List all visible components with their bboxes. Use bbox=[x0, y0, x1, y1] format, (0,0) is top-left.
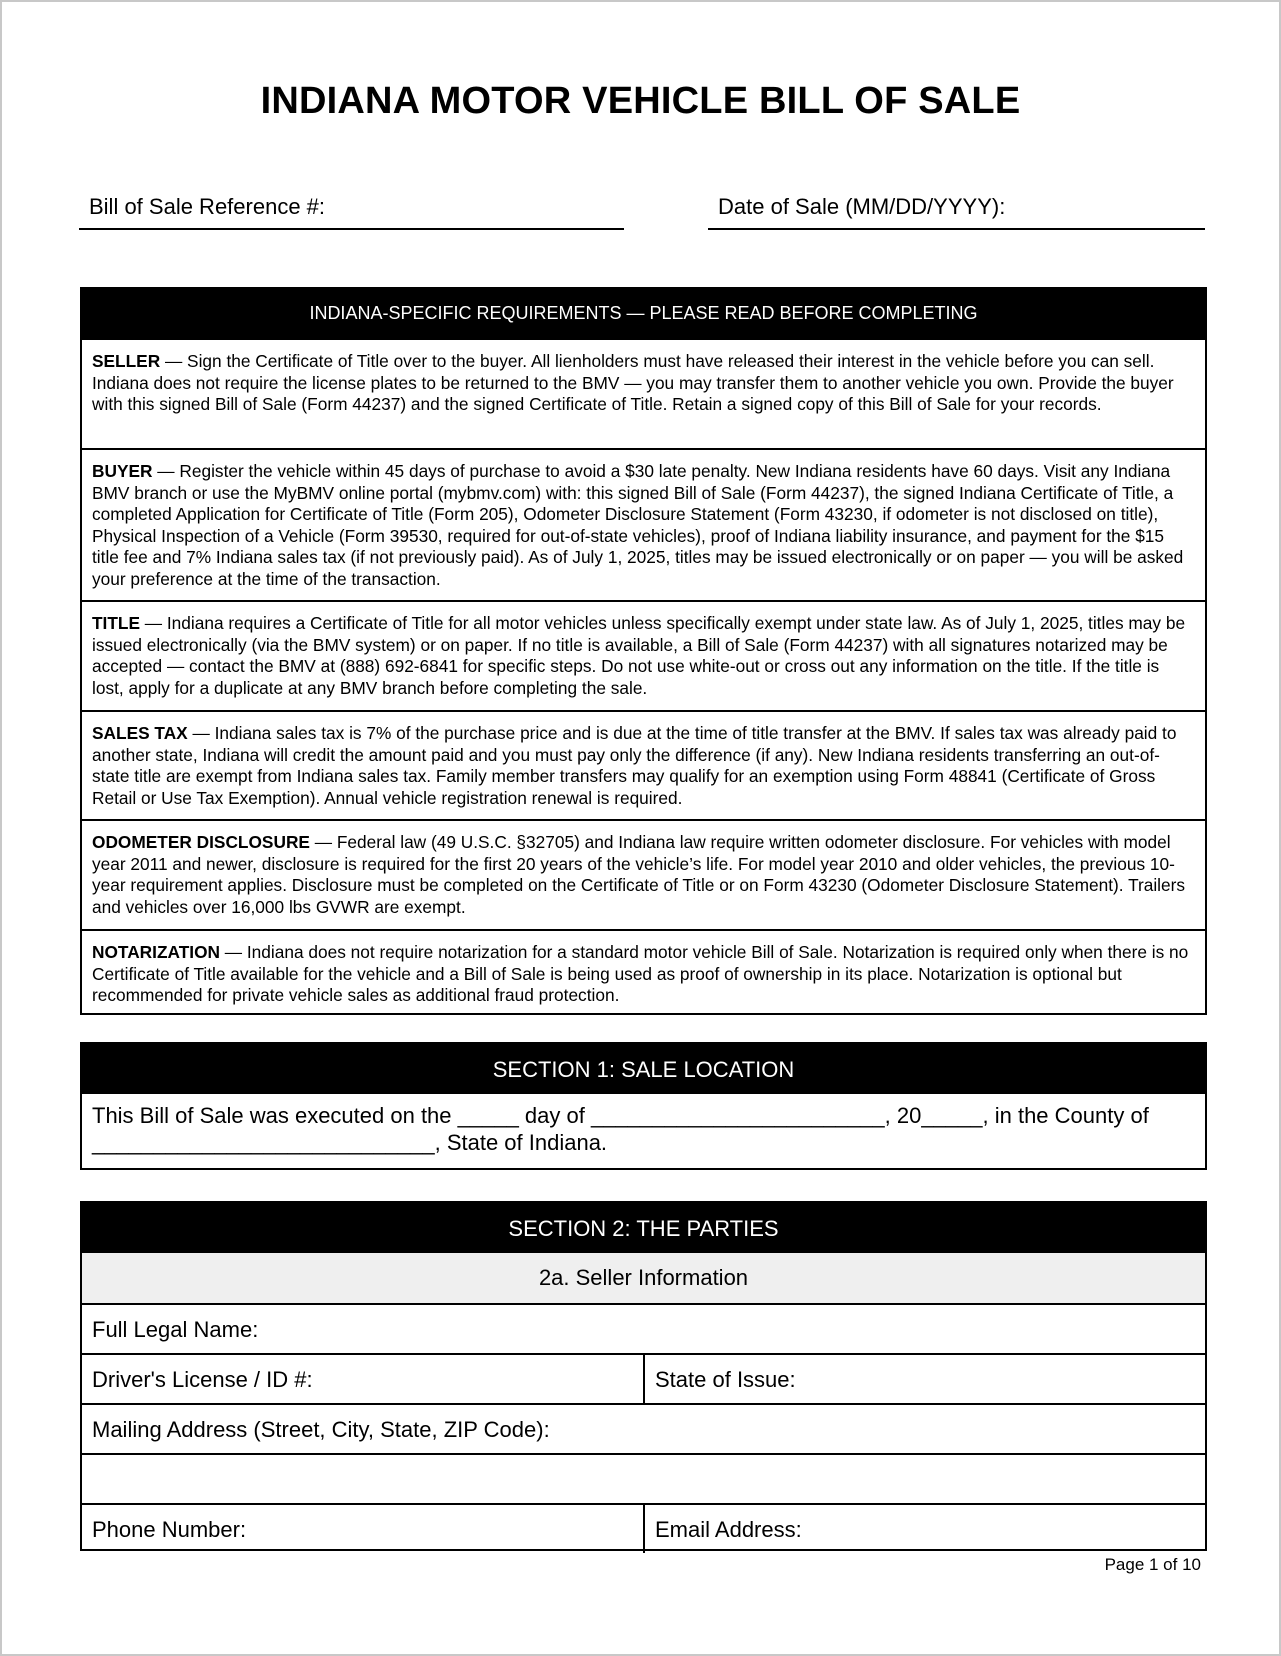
seller-address-line2-field[interactable] bbox=[82, 1455, 1205, 1503]
requirement-label: TITLE bbox=[92, 613, 140, 633]
seller-full-name-field[interactable] bbox=[82, 1305, 1205, 1353]
requirement-label: SELLER bbox=[92, 351, 161, 371]
requirement-notarization bbox=[82, 929, 1205, 1013]
seller-address-continued-row bbox=[82, 1453, 1205, 1503]
requirement-label: SALES TAX bbox=[92, 723, 188, 743]
section2-heading: SECTION 2: THE PARTIES bbox=[82, 1203, 1205, 1253]
seller-address-field[interactable] bbox=[82, 1405, 1205, 1453]
requirement-label: ODOMETER DISCLOSURE bbox=[92, 832, 310, 852]
requirement-sales-tax bbox=[82, 710, 1205, 819]
full-name-label: Full Legal Name: bbox=[92, 1317, 259, 1342]
sale-location-statement[interactable]: This Bill of Sale was executed on the _____ day of ________________________, 20_____, in the County of ____________________________, State of Indiana. bbox=[92, 1103, 1149, 1155]
requirement-seller bbox=[82, 338, 1205, 448]
requirement-buyer bbox=[82, 448, 1205, 600]
requirement-title bbox=[82, 600, 1205, 710]
section-parties bbox=[80, 1201, 1207, 1551]
requirements-heading: INDIANA-SPECIFIC REQUIREMENTS — PLEASE READ BEFORE COMPLETING bbox=[82, 289, 1205, 338]
seller-email-field[interactable] bbox=[645, 1505, 1205, 1553]
email-label: Email Address: bbox=[655, 1517, 802, 1542]
seller-contact-row bbox=[82, 1503, 1205, 1553]
requirement-text: — Indiana does not require notarization for a standard motor vehicle Bill of Sale. Notarization is required only when there is no Certificate of Title available for the vehicle and a Bill of Sale is being used as proof of ownership in its place. Notarization is optional but recommended for private vehicle sales as additional fraud protection. bbox=[92, 942, 1189, 1006]
requirement-text: — Indiana requires a Certificate of Title for all motor vehicles unless specifically exempt under state law. As of July 1, 2025, titles may be issued electronically (via the BMV system) or on paper. If no title is available, a Bill of Sale (Form 44237) with all signatures notarized may be accepted — contact the BMV at (888) 692-6841 for specific steps. Do not use white-out or cross out any information on the title. If the title is lost, apply for a duplicate at any BMV branch before completing the sale. bbox=[92, 613, 1186, 698]
seller-license-field[interactable] bbox=[82, 1355, 645, 1403]
requirement-label: BUYER bbox=[92, 461, 153, 481]
seller-info-subheading: 2a. Seller Information bbox=[82, 1253, 1205, 1303]
reference-number-field[interactable] bbox=[79, 194, 624, 230]
seller-name-row bbox=[82, 1303, 1205, 1353]
seller-phone-field[interactable] bbox=[82, 1505, 645, 1553]
seller-license-row bbox=[82, 1353, 1205, 1403]
requirement-odometer bbox=[82, 819, 1205, 929]
requirement-text: — Federal law (49 U.S.C. §32705) and Indiana law require written odometer disclosure. For vehicles with model year 2011 and newer, disclosure is required for the first 20 years of the vehicle’s life. For model year 2010 and older vehicles, the previous 10-year requirement applies. Disclosure must be completed on the Certificate of Title or on Form 43230 (Odometer Disclosure Statement). Trailers and vehicles over 16,000 lbs GVWR are exempt. bbox=[92, 832, 1186, 917]
requirement-label: NOTARIZATION bbox=[92, 942, 220, 962]
seller-address-row bbox=[82, 1403, 1205, 1453]
date-of-sale-field[interactable] bbox=[708, 194, 1205, 230]
requirement-text: — Indiana sales tax is 7% of the purchase price and is due at the time of title transfer at the BMV. If sales tax was already paid to another state, Indiana will credit the amount paid and you must pay only the difference (if any). New Indiana residents transferring an out-of-state title are exempt from Indiana sales tax. Family member transfers may qualify for an exemption using Form 48841 (Certificate of Gross Retail or Use Tax Exemption). Annual vehicle registration renewal is required. bbox=[92, 723, 1177, 808]
requirement-text: — Sign the Certificate of Title over to the buyer. All lienholders must have released their interest in the vehicle before you can sell. Indiana does not require the license plates to be returned to the BMV — you may transfer them to another vehicle you own. Provide the buyer with this signed Bill of Sale (Form 44237) and the signed Certificate of Title. Retain a signed copy of this Bill of Sale for your records. bbox=[92, 351, 1174, 415]
state-label: State of Issue: bbox=[655, 1367, 796, 1392]
reference-number-label: Bill of Sale Reference #: bbox=[89, 194, 326, 219]
date-of-sale-label: Date of Sale (MM/DD/YYYY): bbox=[718, 194, 1006, 219]
requirement-text: — Register the vehicle within 45 days of purchase to avoid a $30 late penalty. New Indiana residents have 60 days. Visit any Indiana BMV branch or use the MyBMV online portal (mybmv.com) with: this signed Bill of Sale (Form 44237), the signed Indiana Certificate of Title, a completed Application for Certificate of Title (Form 205), Odometer Disclosure Statement (Form 43230, if odometer is not disclosed on title), Physical Inspection of a Vehicle (Form 39530, required for out-of-state vehicles), proof of Indiana liability insurance, and payment for the $15 title fee and 7% Indiana sales tax (if not previously paid). As of July 1, 2025, titles may be issued electronically or on paper — you will be asked your preference at the time of the transaction. bbox=[92, 461, 1184, 589]
page-number: Page 1 of 10 bbox=[1104, 1555, 1201, 1574]
seller-state-field[interactable] bbox=[645, 1355, 1205, 1403]
page-title: INDIANA MOTOR VEHICLE BILL OF SALE bbox=[260, 80, 1021, 122]
phone-label: Phone Number: bbox=[92, 1517, 247, 1542]
section1-heading: SECTION 1: SALE LOCATION bbox=[82, 1044, 1205, 1094]
section-sale-location bbox=[80, 1042, 1207, 1170]
requirements-box bbox=[80, 287, 1207, 1015]
address-label: Mailing Address (Street, City, State, ZIP Code): bbox=[92, 1417, 550, 1442]
license-label: Driver's License / ID #: bbox=[92, 1367, 313, 1392]
